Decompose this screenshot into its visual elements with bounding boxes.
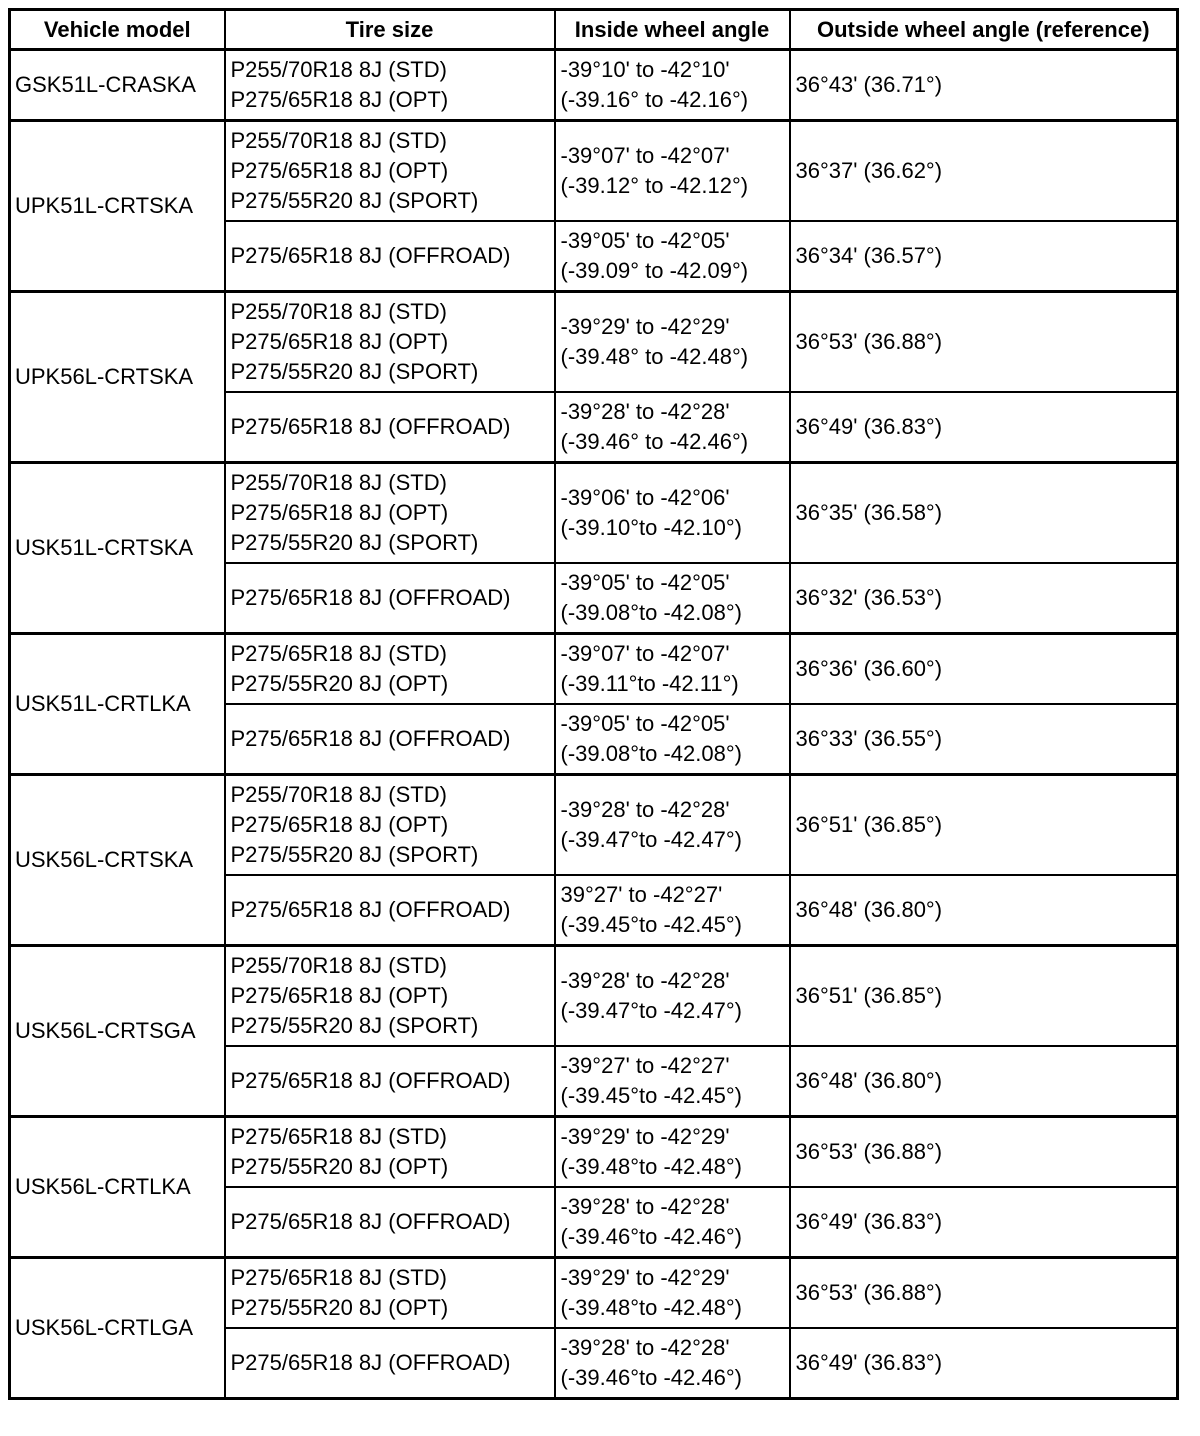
table-row (10, 1258, 1178, 1329)
table-row (10, 946, 1178, 1047)
vehicle-model-cell: GSK51L-CRASKA (10, 50, 225, 121)
outside-wheel-angle-cell: 36°43' (36.71°) (790, 50, 1178, 121)
outside-wheel-angle-cell: 36°32' (36.53°) (790, 563, 1178, 634)
outside-wheel-angle-cell: 36°34' (36.57°) (790, 221, 1178, 292)
inside-wheel-angle-cell: -39°07' to -42°07' (-39.11°to -42.11°) (555, 634, 790, 705)
inside-wheel-angle-cell: -39°27' to -42°27' (-39.45°to -42.45°) (555, 1046, 790, 1117)
vehicle-model-cell: USK56L-CRTLKA (10, 1117, 225, 1258)
outside-wheel-angle-cell: 36°51' (36.85°) (790, 775, 1178, 876)
vehicle-model-cell: USK51L-CRTLKA (10, 634, 225, 775)
tire-size-cell: P275/65R18 8J (OFFROAD) (225, 1187, 555, 1258)
outside-wheel-angle-cell: 36°36' (36.60°) (790, 634, 1178, 705)
inside-wheel-angle-cell: -39°29' to -42°29' (-39.48°to -42.48°) (555, 1258, 790, 1329)
inside-wheel-angle-cell: -39°05' to -42°05' (-39.09° to -42.09°) (555, 221, 790, 292)
header-inside-wheel-angle: Inside wheel angle (555, 10, 790, 50)
table-header (10, 10, 1178, 50)
inside-wheel-angle-cell: -39°28' to -42°28' (-39.46° to -42.46°) (555, 392, 790, 463)
wheel-angle-spec-table (8, 8, 1179, 1400)
outside-wheel-angle-cell: 36°51' (36.85°) (790, 946, 1178, 1047)
outside-wheel-angle-cell: 36°48' (36.80°) (790, 1046, 1178, 1117)
header-outside-wheel-angle: Outside wheel angle (reference) (790, 10, 1178, 50)
outside-wheel-angle-cell: 36°49' (36.83°) (790, 1187, 1178, 1258)
inside-wheel-angle-cell: -39°28' to -42°28' (-39.46°to -42.46°) (555, 1328, 790, 1399)
table-row (10, 121, 1178, 222)
vehicle-model-cell: UPK51L-CRTSKA (10, 121, 225, 292)
header-row (10, 10, 1178, 50)
tire-size-cell: P275/65R18 8J (OFFROAD) (225, 1046, 555, 1117)
outside-wheel-angle-cell: 36°53' (36.88°) (790, 1117, 1178, 1188)
tire-size-cell: P255/70R18 8J (STD) P275/65R18 8J (OPT) P275/55R20 8J (SPORT) (225, 292, 555, 393)
inside-wheel-angle-cell: -39°29' to -42°29' (-39.48° to -42.48°) (555, 292, 790, 393)
vehicle-model-cell: USK51L-CRTSKA (10, 463, 225, 634)
vehicle-model-cell: USK56L-CRTSKA (10, 775, 225, 946)
vehicle-model-cell: USK56L-CRTLGA (10, 1258, 225, 1399)
tire-size-cell: P255/70R18 8J (STD) P275/65R18 8J (OPT) P275/55R20 8J (SPORT) (225, 463, 555, 564)
inside-wheel-angle-cell: -39°28' to -42°28' (-39.46°to -42.46°) (555, 1187, 790, 1258)
inside-wheel-angle-cell: -39°05' to -42°05' (-39.08°to -42.08°) (555, 704, 790, 775)
vehicle-model-cell: UPK56L-CRTSKA (10, 292, 225, 463)
outside-wheel-angle-cell: 36°37' (36.62°) (790, 121, 1178, 222)
table-row (10, 463, 1178, 564)
outside-wheel-angle-cell: 36°53' (36.88°) (790, 292, 1178, 393)
tire-size-cell: P275/65R18 8J (OFFROAD) (225, 704, 555, 775)
inside-wheel-angle-cell: -39°05' to -42°05' (-39.08°to -42.08°) (555, 563, 790, 634)
wheel-angle-spec-document (8, 8, 1179, 1400)
outside-wheel-angle-cell: 36°49' (36.83°) (790, 392, 1178, 463)
tire-size-cell: P255/70R18 8J (STD) P275/65R18 8J (OPT) P275/55R20 8J (SPORT) (225, 775, 555, 876)
inside-wheel-angle-cell: -39°28' to -42°28' (-39.47°to -42.47°) (555, 946, 790, 1047)
tire-size-cell: P275/65R18 8J (OFFROAD) (225, 563, 555, 634)
vehicle-model-cell: USK56L-CRTSGA (10, 946, 225, 1117)
tire-size-cell: P275/65R18 8J (OFFROAD) (225, 875, 555, 946)
tire-size-cell: P255/70R18 8J (STD) P275/65R18 8J (OPT) P275/55R20 8J (SPORT) (225, 121, 555, 222)
inside-wheel-angle-cell: -39°07' to -42°07' (-39.12° to -42.12°) (555, 121, 790, 222)
inside-wheel-angle-cell: -39°29' to -42°29' (-39.48°to -42.48°) (555, 1117, 790, 1188)
outside-wheel-angle-cell: 36°35' (36.58°) (790, 463, 1178, 564)
table-row (10, 50, 1178, 121)
table-body (10, 50, 1178, 1399)
outside-wheel-angle-cell: 36°33' (36.55°) (790, 704, 1178, 775)
tire-size-cell: P255/70R18 8J (STD) P275/65R18 8J (OPT) (225, 50, 555, 121)
inside-wheel-angle-cell: 39°27' to -42°27' (-39.45°to -42.45°) (555, 875, 790, 946)
tire-size-cell: P255/70R18 8J (STD) P275/65R18 8J (OPT) P275/55R20 8J (SPORT) (225, 946, 555, 1047)
outside-wheel-angle-cell: 36°48' (36.80°) (790, 875, 1178, 946)
table-row (10, 634, 1178, 705)
outside-wheel-angle-cell: 36°49' (36.83°) (790, 1328, 1178, 1399)
inside-wheel-angle-cell: -39°10' to -42°10' (-39.16° to -42.16°) (555, 50, 790, 121)
header-tire-size: Tire size (225, 10, 555, 50)
table-row (10, 292, 1178, 393)
tire-size-cell: P275/65R18 8J (OFFROAD) (225, 1328, 555, 1399)
tire-size-cell: P275/65R18 8J (STD) P275/55R20 8J (OPT) (225, 1117, 555, 1188)
header-vehicle-model: Vehicle model (10, 10, 225, 50)
tire-size-cell: P275/65R18 8J (OFFROAD) (225, 392, 555, 463)
table-row (10, 775, 1178, 876)
inside-wheel-angle-cell: -39°28' to -42°28' (-39.47°to -42.47°) (555, 775, 790, 876)
inside-wheel-angle-cell: -39°06' to -42°06' (-39.10°to -42.10°) (555, 463, 790, 564)
outside-wheel-angle-cell: 36°53' (36.88°) (790, 1258, 1178, 1329)
tire-size-cell: P275/65R18 8J (STD) P275/55R20 8J (OPT) (225, 1258, 555, 1329)
tire-size-cell: P275/65R18 8J (OFFROAD) (225, 221, 555, 292)
table-row (10, 1117, 1178, 1188)
tire-size-cell: P275/65R18 8J (STD) P275/55R20 8J (OPT) (225, 634, 555, 705)
